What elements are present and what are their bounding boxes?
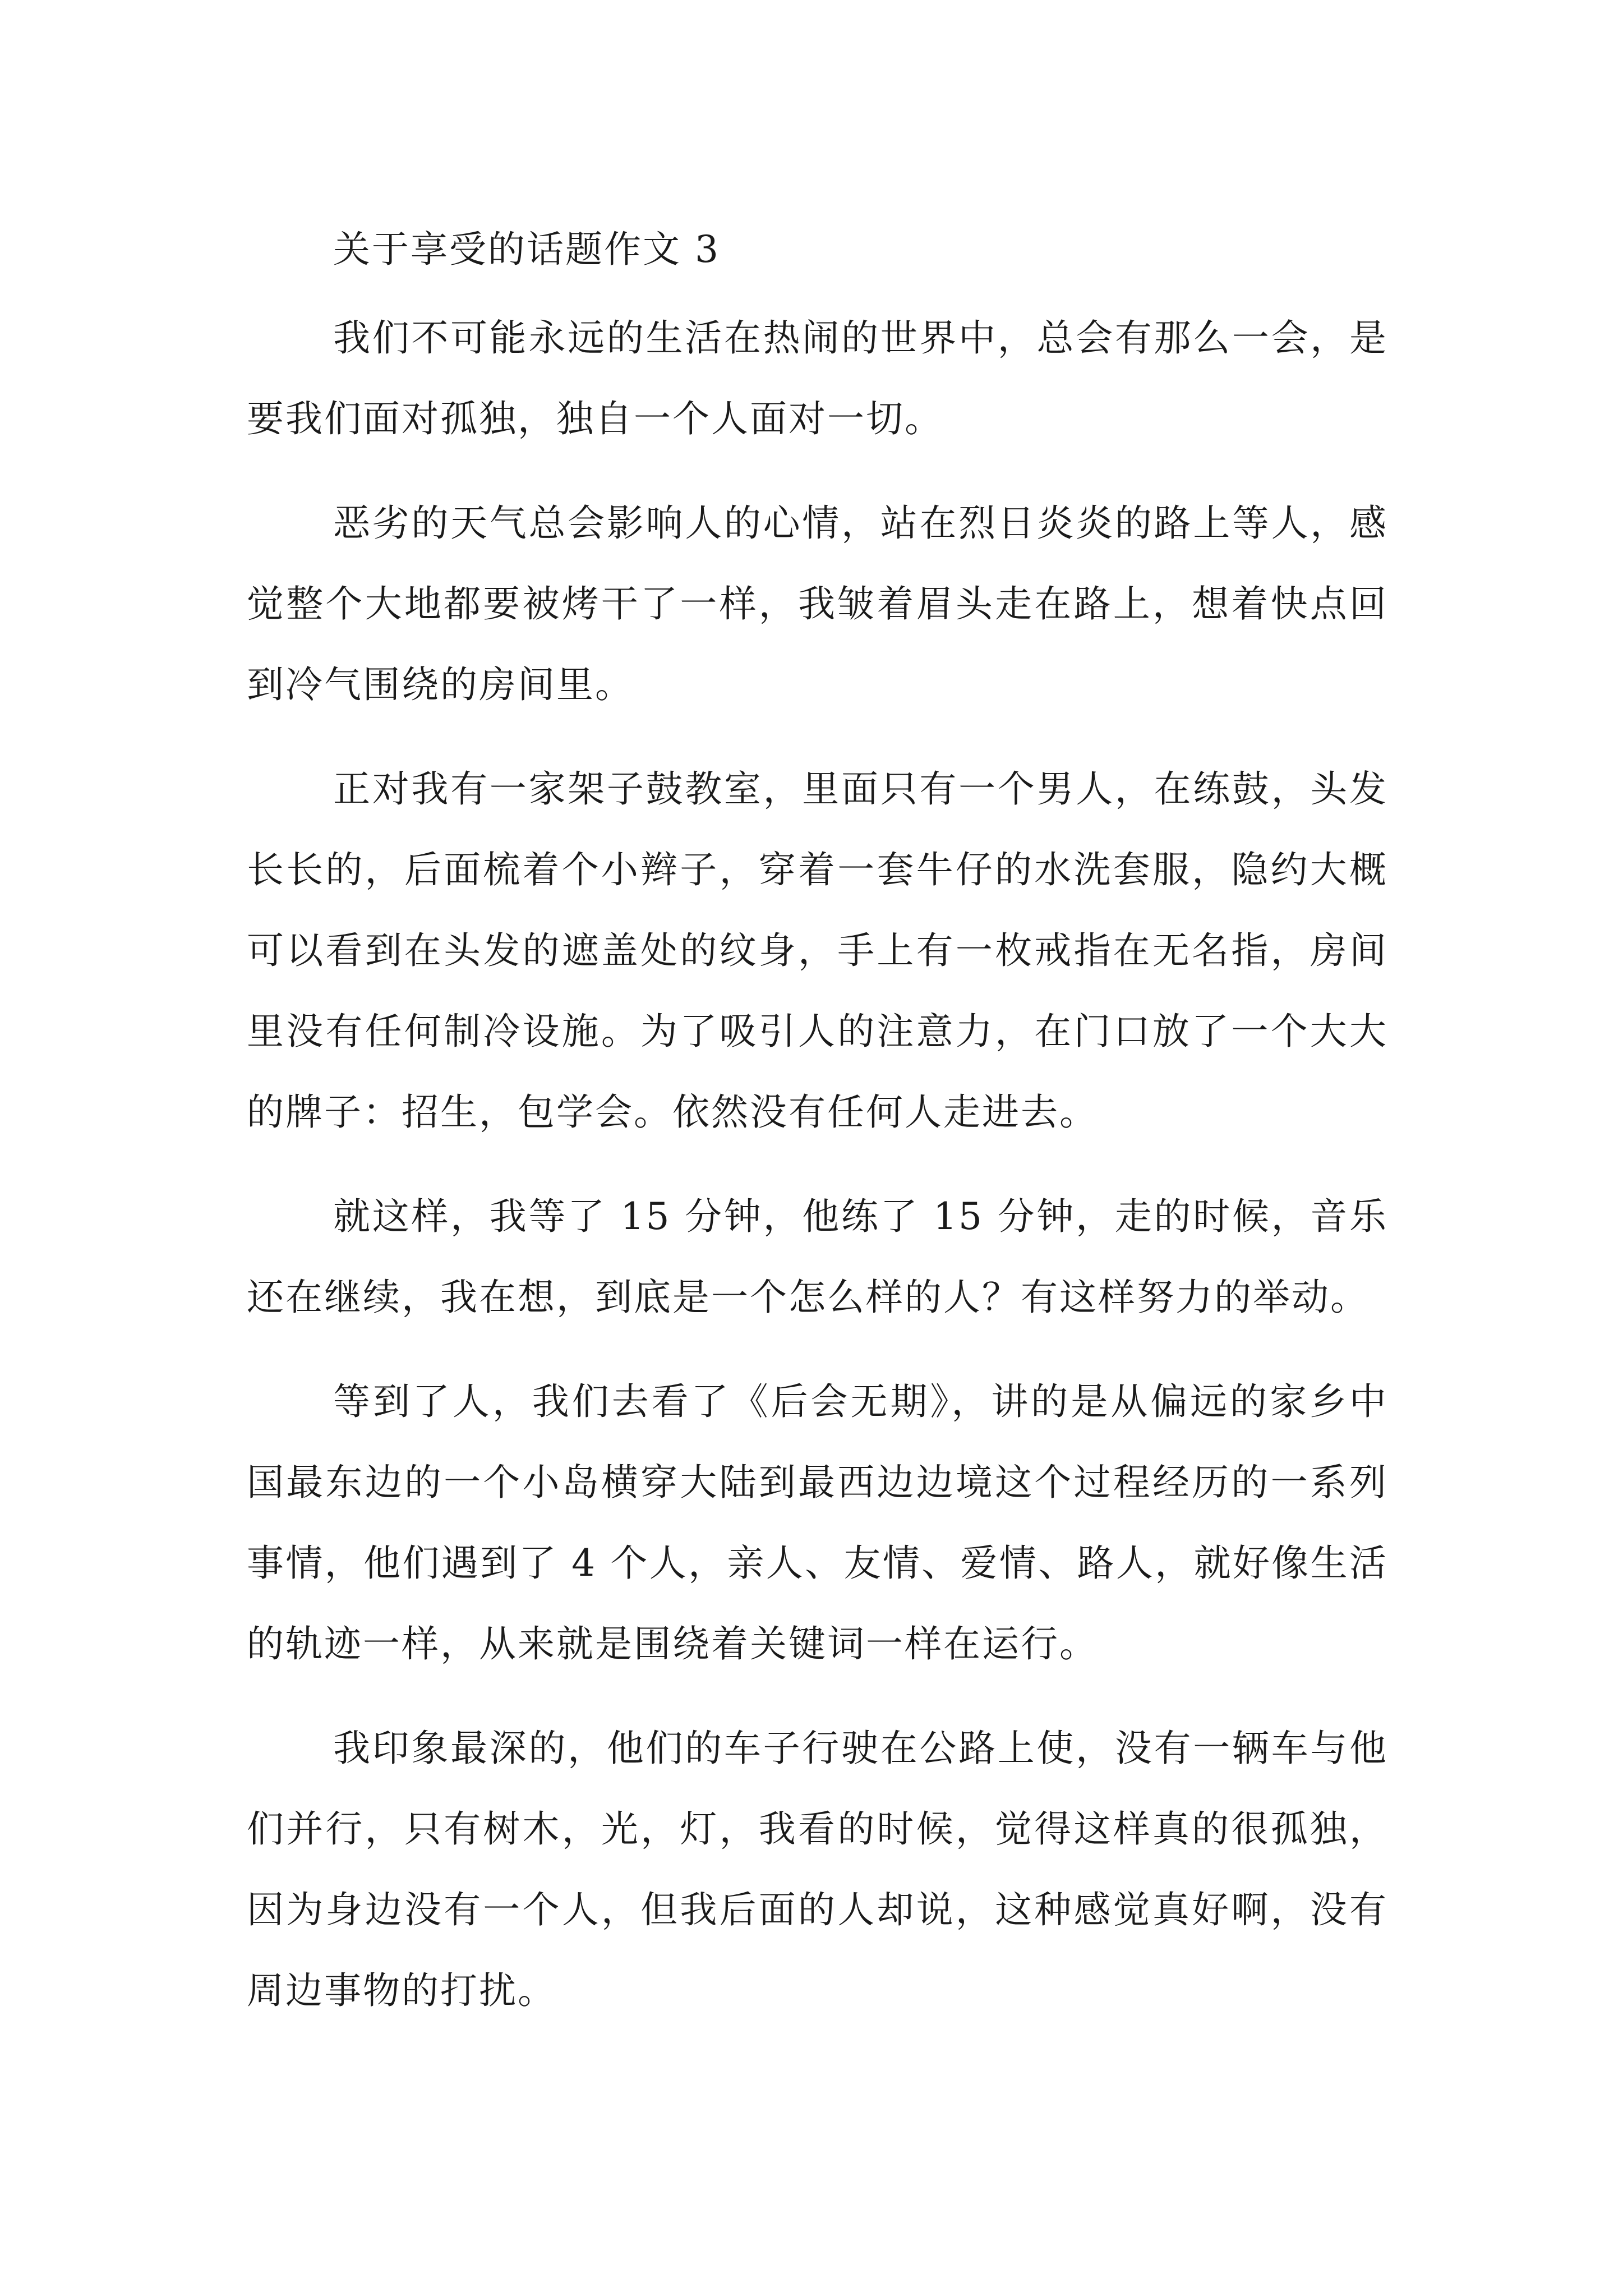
document-page: [247, 222, 1388, 2031]
paragraph-4: 就这样，我等了 15 分钟，他练了 15 分钟，走的时候，音乐还在继续，我在想，到底是一个怎么样的人？有这样努力的举动。: [247, 1195, 1388, 1319]
paragraph-3: 正对我有一家架子鼓教室，里面只有一个男人，在练鼓，头发长长的，后面梳着个小辫子，穿着一套牛仔的水洗套服，隐约大概可以看到在头发的遮盖处的纹身，手上有一枚戒指在无名指，房间里没有任何制冷设施。为了吸引人的注意力，在门口放了一个大大的牌子：招生，包学会。依然没有任何人走进去。: [247, 767, 1388, 1134]
essay-title: 关于享受的话题作文 3: [333, 228, 720, 271]
paragraph-2: 恶劣的天气总会影响人的心情，站在烈日炎炎的路上等人，感觉整个大地都要被烤干了一样，我皱着眉头走在路上，想着快点回到冷气围绕的房间里。: [247, 501, 1388, 706]
paragraph-5: 等到了人，我们去看了《后会无期》，讲的是从偏远的家乡中国最东边的一个小岛横穿大陆到最西边边境这个过程经历的一系列事情，他们遇到了 4 个人，亲人、友情、爱情、路人，就好像生活的轨迹一样，从来就是围绕着关键词一样在运行。: [247, 1380, 1388, 1665]
paragraph-1: 我们不可能永远的生活在热闹的世界中，总会有那么一会，是要我们面对孤独，独自一个人面对一切。: [247, 316, 1388, 440]
paragraph-6: 我印象最深的，他们的车子行驶在公路上使，没有一辆车与他们并行，只有树木，光，灯，我看的时候，觉得这样真的很孤独，因为身边没有一个人，但我后面的人却说，这种感觉真好啊，没有周边事物的打扰。: [247, 1727, 1388, 2012]
